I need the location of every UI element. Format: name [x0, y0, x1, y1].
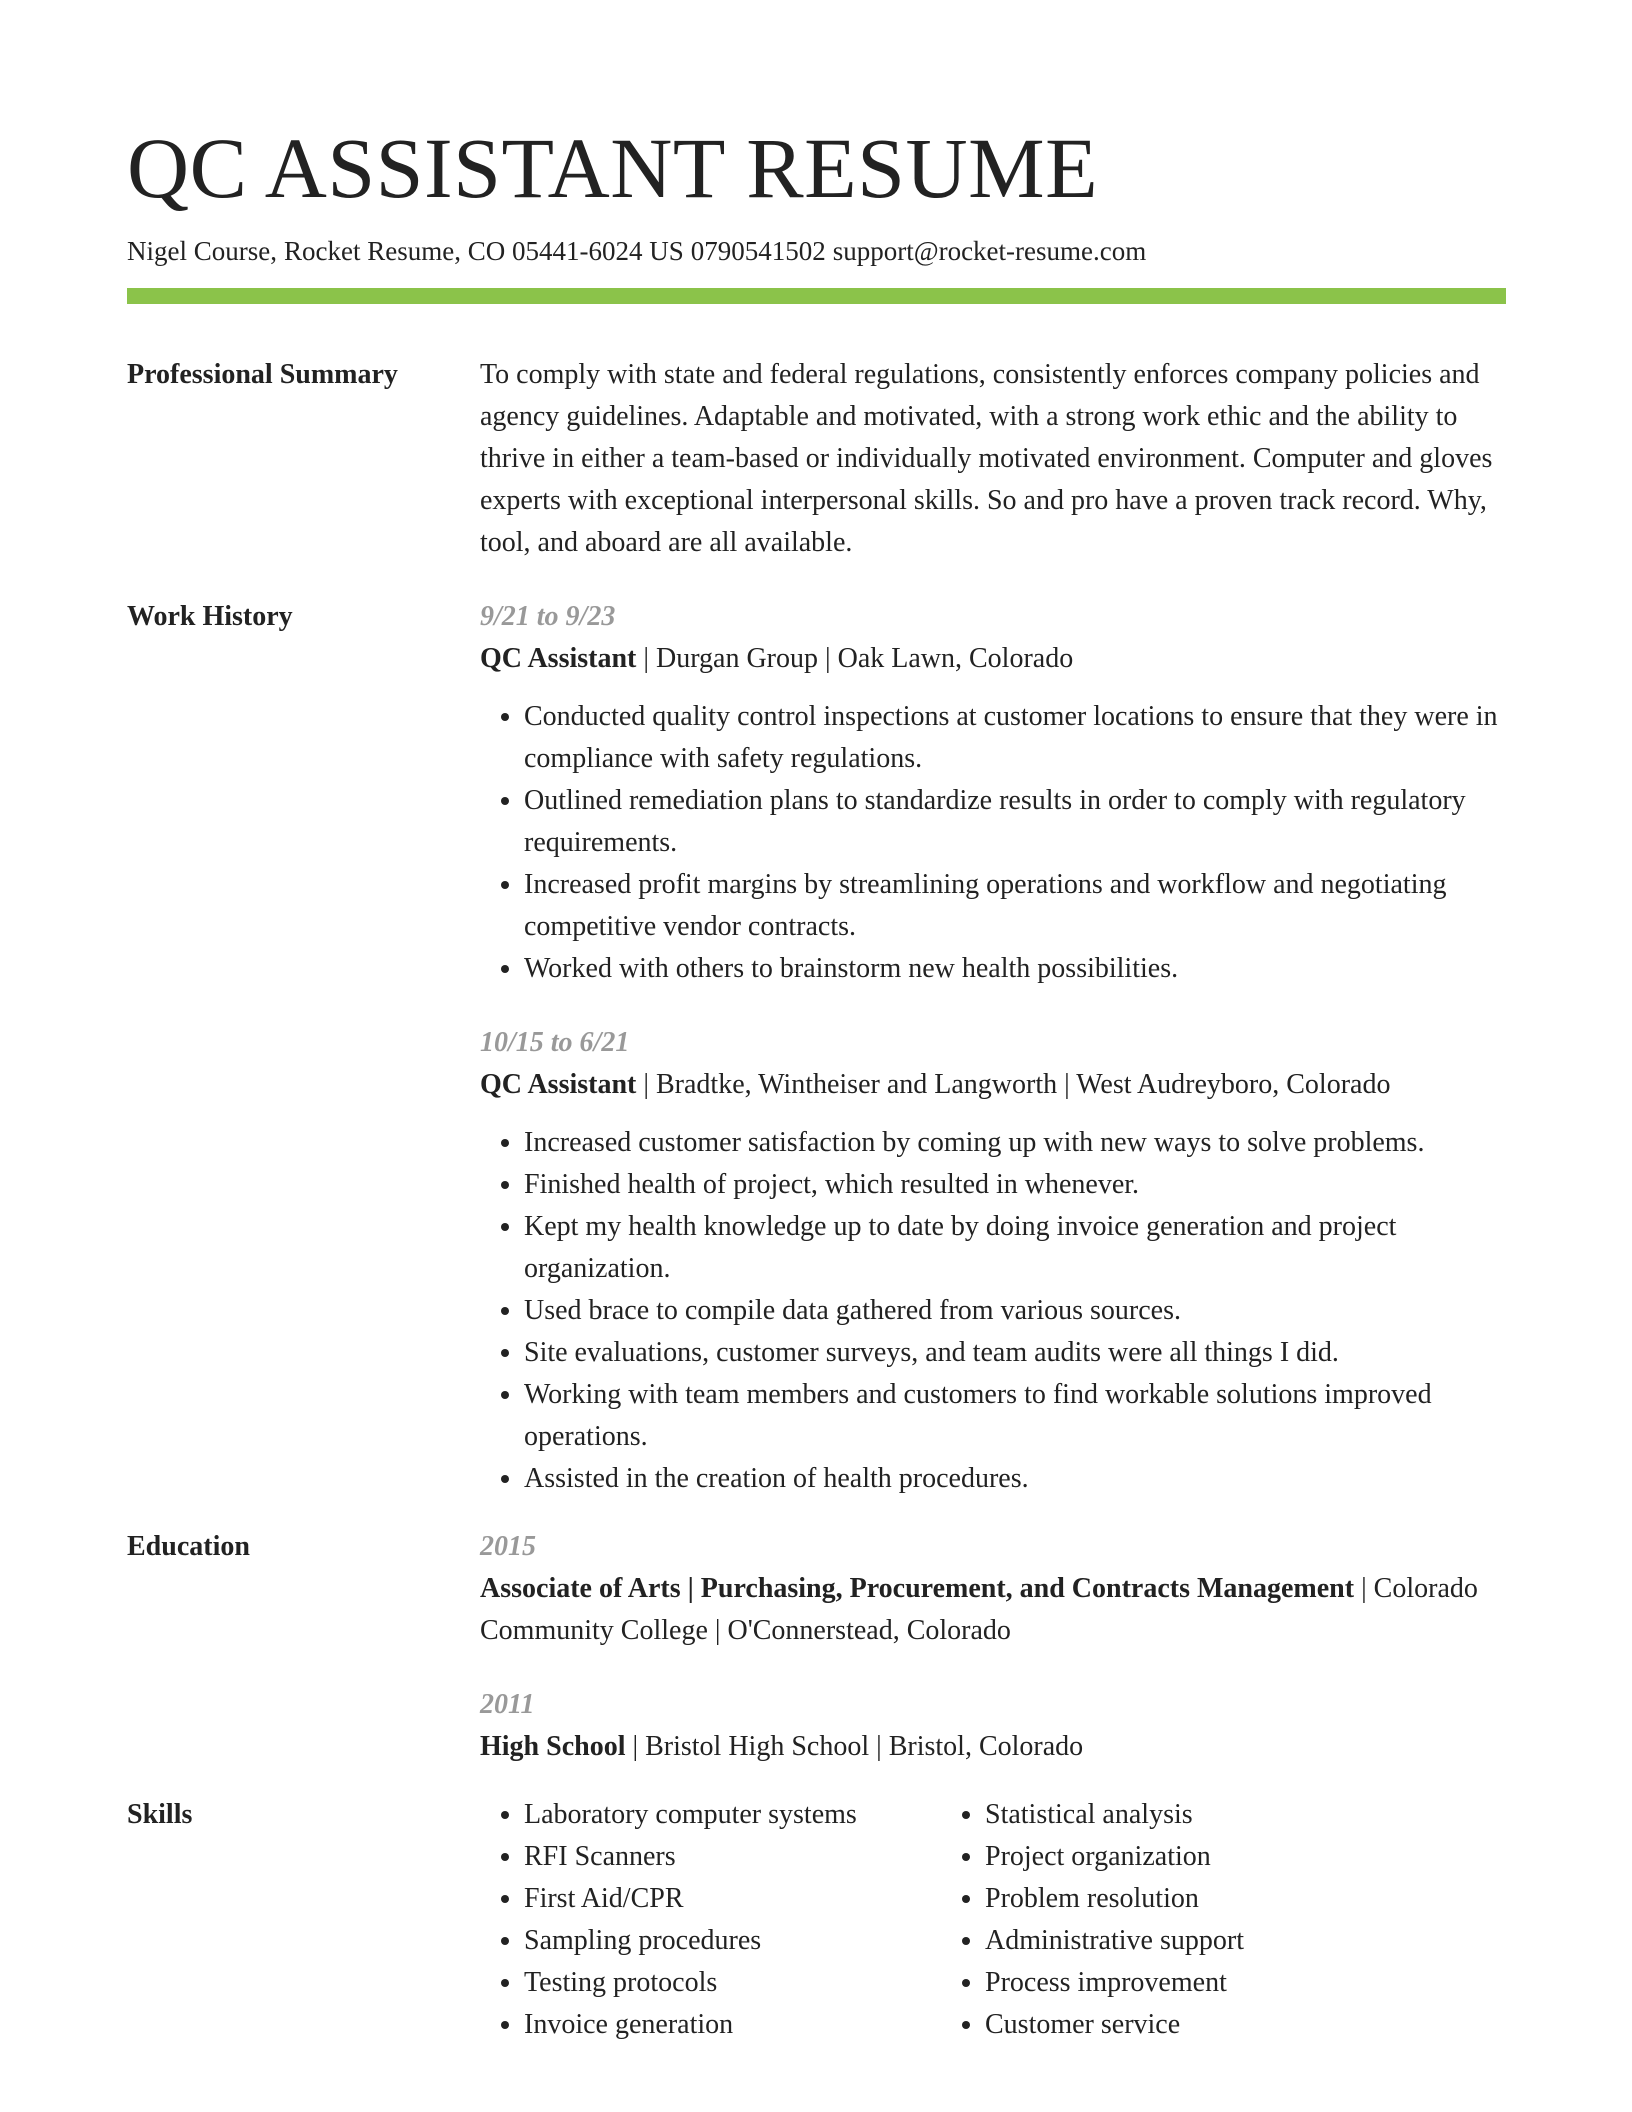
job-dates: 10/15 to 6/21: [480, 1027, 630, 1058]
work-history-body: [480, 596, 1506, 1500]
summary-text: To comply with state and federal regulations, consistently enforces company policies and agency guidelines. Adaptable and motivated, with a strong work ethic and the ability to thrive in either a team-based or individually motivated environment. Computer and gloves experts with exceptional interpersonal skills. So and pro have a proven track record. Why, tool, and aboard are all available.: [480, 359, 1493, 558]
skill-item: • Sampling procedures: [524, 1920, 941, 1962]
list-item: • Site evaluations, customer surveys, and team audits were all things I did.: [524, 1332, 1506, 1374]
education-degree: Associate of Arts | Purchasing, Procurement, and Contracts Management: [480, 1573, 1355, 1604]
accent-divider: [127, 288, 1506, 304]
list-item: • Finished health of project, which resulted in whenever.: [524, 1164, 1506, 1206]
education-section: [127, 1526, 1506, 1768]
skills-column-right: [941, 1794, 1461, 2046]
education-body: [480, 1526, 1506, 1768]
contact-line: [127, 234, 1506, 268]
skills-column-left: [480, 1794, 941, 2046]
job-role-line: [480, 1064, 1506, 1106]
section-label-education: Education: [127, 1531, 250, 1562]
job-details: | Bradtke, Wintheiser and Langworth | West Audreyboro, Colorado: [636, 1069, 1391, 1100]
skill-item: • Testing protocols: [524, 1962, 941, 2004]
section-label-skills: Skills: [127, 1799, 193, 1830]
section-label-work-history: Work History: [127, 601, 293, 632]
list-item: • Conducted quality control inspections at customer locations to ensure that they were in compliance with safety regulations.: [524, 696, 1506, 780]
job-title: QC Assistant: [480, 1069, 637, 1100]
summary-section: [127, 354, 1506, 564]
education-details: | Colorado Community College | O'Connerstead, Colorado: [480, 1573, 1478, 1646]
skill-item: • First Aid/CPR: [524, 1878, 941, 1920]
job-dates: 9/21 to 9/23: [480, 601, 616, 632]
list-item: • Working with team members and customers to find workable solutions improved operations.: [524, 1374, 1506, 1458]
job-details: | Durgan Group | Oak Lawn, Colorado: [636, 643, 1074, 674]
contact-email[interactable]: support@rocket-resume.com: [832, 236, 1147, 266]
education-line: [480, 1568, 1506, 1652]
list-item: • Assisted in the creation of health procedures.: [524, 1458, 1506, 1500]
skill-item: • Laboratory computer systems: [524, 1794, 941, 1836]
education-year: 2011: [480, 1689, 535, 1720]
list-item: • Worked with others to brainstorm new health possibilities.: [524, 948, 1506, 990]
skill-item: • Administrative support: [985, 1920, 1461, 1962]
skill-item: • Invoice generation: [524, 2004, 941, 2046]
list-item: • Outlined remediation plans to standardize results in order to comply with regulatory requirements.: [524, 780, 1506, 864]
skill-item: • Process improvement: [985, 1962, 1461, 2004]
job-entry: [480, 596, 1506, 990]
job-entry: [480, 1022, 1506, 1500]
skill-item: • Project organization: [985, 1836, 1461, 1878]
education-entry: [480, 1526, 1506, 1652]
work-history-section: [127, 596, 1506, 1500]
contact-phone: 0790541502: [690, 236, 826, 266]
contact-address: Rocket Resume, CO 05441-6024 US: [283, 236, 684, 266]
list-item: • Used brace to compile data gathered from various sources.: [524, 1290, 1506, 1332]
skills-grid: [480, 1794, 1506, 2046]
skill-item: • Statistical analysis: [985, 1794, 1461, 1836]
list-item: • Increased profit margins by streamlining operations and workflow and negotiating competitive vendor contracts.: [524, 864, 1506, 948]
job-role-line: [480, 638, 1506, 680]
page-title: QC ASSISTANT RESUME: [127, 120, 1099, 216]
skill-item: • Problem resolution: [985, 1878, 1461, 1920]
job-bullets: [480, 1122, 1506, 1500]
education-degree: High School: [480, 1731, 626, 1762]
education-details: | Bristol High School | Bristol, Colorado: [625, 1731, 1084, 1762]
job-title: QC Assistant: [480, 643, 637, 674]
section-label-summary: Professional Summary: [127, 359, 398, 390]
skill-item: • RFI Scanners: [524, 1836, 941, 1878]
list-item: • Increased customer satisfaction by coming up with new ways to solve problems.: [524, 1122, 1506, 1164]
job-bullets: [480, 696, 1506, 990]
education-year: 2015: [480, 1531, 536, 1562]
education-entry: [480, 1684, 1506, 1768]
contact-name: Nigel Course,: [127, 236, 277, 266]
list-item: • Kept my health knowledge up to date by doing invoice generation and project organization.: [524, 1206, 1506, 1290]
education-line: [480, 1726, 1506, 1768]
skill-item: • Customer service: [985, 2004, 1461, 2046]
skills-section: [127, 1794, 1506, 2046]
